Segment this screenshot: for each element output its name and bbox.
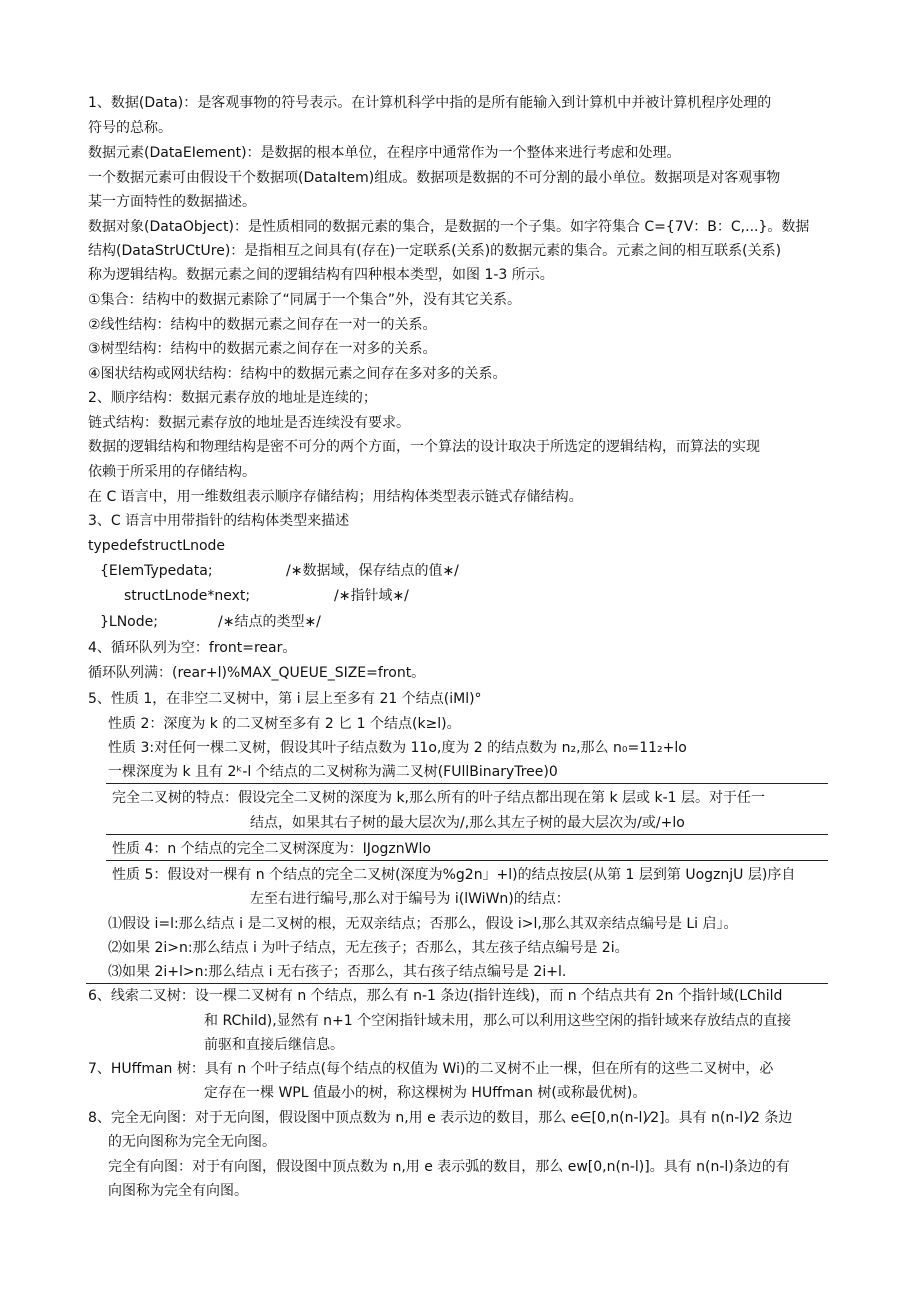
threaded-tree-line2: 和 RChild),显然有 n+1 个空闲指针域未用，那么可以利用这些空闲的指针域来存放结点的直接 [204, 1013, 792, 1029]
para-logic-physical-line2: 依赖于所采用的存储结构。 [88, 464, 256, 480]
para-data-object-line1: 数据对象(DataObject)：是性质相同的数据元素的集合，是数据的一个子集。如字符集合 C={7V：B：C,...}。数据 [88, 219, 810, 235]
para-data-object-line3: 称为逻辑结构。数据元素之间的逻辑结构有四种根本类型，如图 1-3 所示。 [88, 267, 554, 283]
code-next-field: structLnode*next; [124, 588, 251, 604]
para-c-struct: 3、C 语言中用带指针的结构体类型来描述 [88, 513, 350, 529]
tree-property-2: 性质 2：深度为 k 的二叉树至多有 2 匕 1 个结点(k≥l)。 [108, 716, 461, 732]
complete-tree-feature-line2: 结点，如果其右子树的最大层次为/,那么其左子树的最大层次为/或/+lo [250, 815, 685, 831]
para-c-language: 在 C 语言中，用一维数组表示顺序存储结构；用结构体类型表示链式存储结构。 [88, 489, 583, 505]
para-data-def-line1: 1、数据(Data)：是客观事物的符号表示。在计算机科学中指的是所有能输入到计算机中并被计算机程序处理的 [88, 95, 772, 111]
para-sequential: 2、顺序结构：数据元素存放的地址是连续的； [88, 390, 377, 406]
threaded-tree-line3: 前驱和直接后继信息。 [204, 1037, 344, 1053]
directed-graph-line1: 完全有向图：对于有向图，假设图中顶点数为 n,用 e 表示弧的数目，那么 ew[0,n(n-l)]。具有 n(n-l)条边的有 [108, 1159, 790, 1175]
directed-graph-line2: 向图称为完全有向图。 [108, 1183, 248, 1199]
para-data-item-line2: 某一方面特性的数据描述。 [88, 194, 256, 210]
tree-property-4: 性质 4：n 个结点的完全二叉树深度为：IJogznWlo [112, 841, 431, 857]
tree-rule-3: ⑶如果 2i+l>n:那么结点 i 无右孩子；否那么，其右孩子结点编号是 2i+l. [108, 964, 567, 980]
divider [86, 983, 828, 984]
huffman-line2: 定存在一棵 WPL 值最小的树，称这棵树为 HUffman 树(或称最优树)。 [204, 1085, 647, 1101]
code-lnode: }LNode; [100, 614, 158, 630]
complete-tree-feature-line1: 完全二叉树的特点：假设完全二叉树的深度为 k,那么所有的叶子结点都出现在第 k 层或 k-1 层。对于任一 [112, 790, 765, 806]
full-binary-tree: 一棵深度为 k 且有 2ᵏ-l 个结点的二叉树称为满二叉树(FUllBinaryTree)0 [108, 764, 558, 780]
tree-rule-2: ⑵如果 2i>n:那么结点 i 为叶子结点，无左孩子；否那么，其左孩子结点编号是 2i。 [108, 940, 629, 956]
para-data-element: 数据元素(DataEIement)：是数据的根本单位，在程序中通常作为一个整体来进行考虑和处理。 [88, 145, 681, 161]
tree-property-5-line1: 性质 5：假设对一棵有 n 个结点的完全二叉树(深度为%g2n」+l)的结点按层(从第 1 层到第 UogznjU 层)序自 [112, 867, 796, 883]
threaded-tree-line1: 6、线索二叉树：设一棵二叉树有 n 个结点，那么有 n-1 条边(指针连线)，而 n 个结点共有 2n 个指针域(LChild [88, 988, 783, 1004]
structure-tree: ③树型结构：结构中的数据元素之间存在一对多的关系。 [88, 341, 437, 357]
huffman-line1: 7、HUffman 树：具有 n 个叶子结点(每个结点的权值为 Wi)的二叉树不止一棵，但在所有的这些二叉树中，必 [88, 1061, 774, 1077]
code-lnode-comment: /∗结点的类型∗/ [218, 614, 321, 630]
tree-rule-1: ⑴假设 i=l:那么结点 i 是二叉树的根，无双亲结点；否那么，假设 i>l,那么其双亲结点编号是 Li 启」。 [108, 916, 738, 932]
para-data-item-line1: 一个数据元素可由假设干个数据项(DataItem)组成。数据项是数据的不可分割的最小单位。数据项是对客观事物 [88, 170, 781, 186]
code-data-field: {EIemTypedata; [100, 563, 213, 579]
para-data-def-line2: 符号的总称。 [88, 120, 172, 136]
tree-property-3: 性质 3:对任何一棵二叉树，假设其叶子结点数为 11o,度为 2 的结点数为 n₂,那么 n₀=11₂+lo [108, 740, 687, 756]
undirected-graph-line1: 8、完全无向图：对于无向图，假设图中顶点数为 n,用 e 表示边的数目，那么 e∈[0,n(n-l)⁄2]。具有 n(n-l)⁄2 条边 [88, 1110, 793, 1126]
para-linked: 链式结构：数据元素存放的地址是否连续没有要求。 [88, 415, 410, 431]
divider [106, 860, 828, 861]
structure-graph: ④图状结构或网状结构：结构中的数据元素之间存在多对多的关系。 [88, 366, 507, 382]
divider [106, 834, 828, 835]
para-queue-full: 循环队列满：(rear+l)%MAX_QUEUE_SIZE=front。 [88, 665, 426, 681]
tree-property-1: 5、性质 1，在非空二叉树中，第 i 层上至多有 21 个结点(iMl)° [88, 691, 482, 707]
code-typedef: typedefstructLnode [88, 538, 226, 554]
para-data-object-line2: 结构(DataStrUCtUre)：是指相互之间具有(存在)一定联系(关系)的数据元素的集合。元素之间的相互联系(关系) [88, 243, 782, 259]
tree-property-5-line2: 左至右进行编号,那么对于编号为 i(lWiWn)的结点： [250, 891, 570, 907]
divider [106, 783, 828, 784]
para-logic-physical-line1: 数据的逻辑结构和物理结构是密不可分的两个方面，一个算法的设计取决于所选定的逻辑结构，而算法的实现 [88, 439, 760, 455]
para-queue-empty: 4、循环队列为空：front=rear。 [88, 640, 297, 656]
code-next-comment: /∗指针域∗/ [334, 588, 409, 604]
undirected-graph-line2: 的无向图称为完全无向图。 [108, 1134, 276, 1150]
structure-linear: ②线性结构：结构中的数据元素之间存在一对一的关系。 [88, 317, 437, 333]
structure-set: ①集合：结构中的数据元素除了“同属于一个集合”外，没有其它关系。 [88, 292, 522, 308]
code-data-comment: /∗数据域，保存结点的值∗/ [286, 563, 459, 579]
